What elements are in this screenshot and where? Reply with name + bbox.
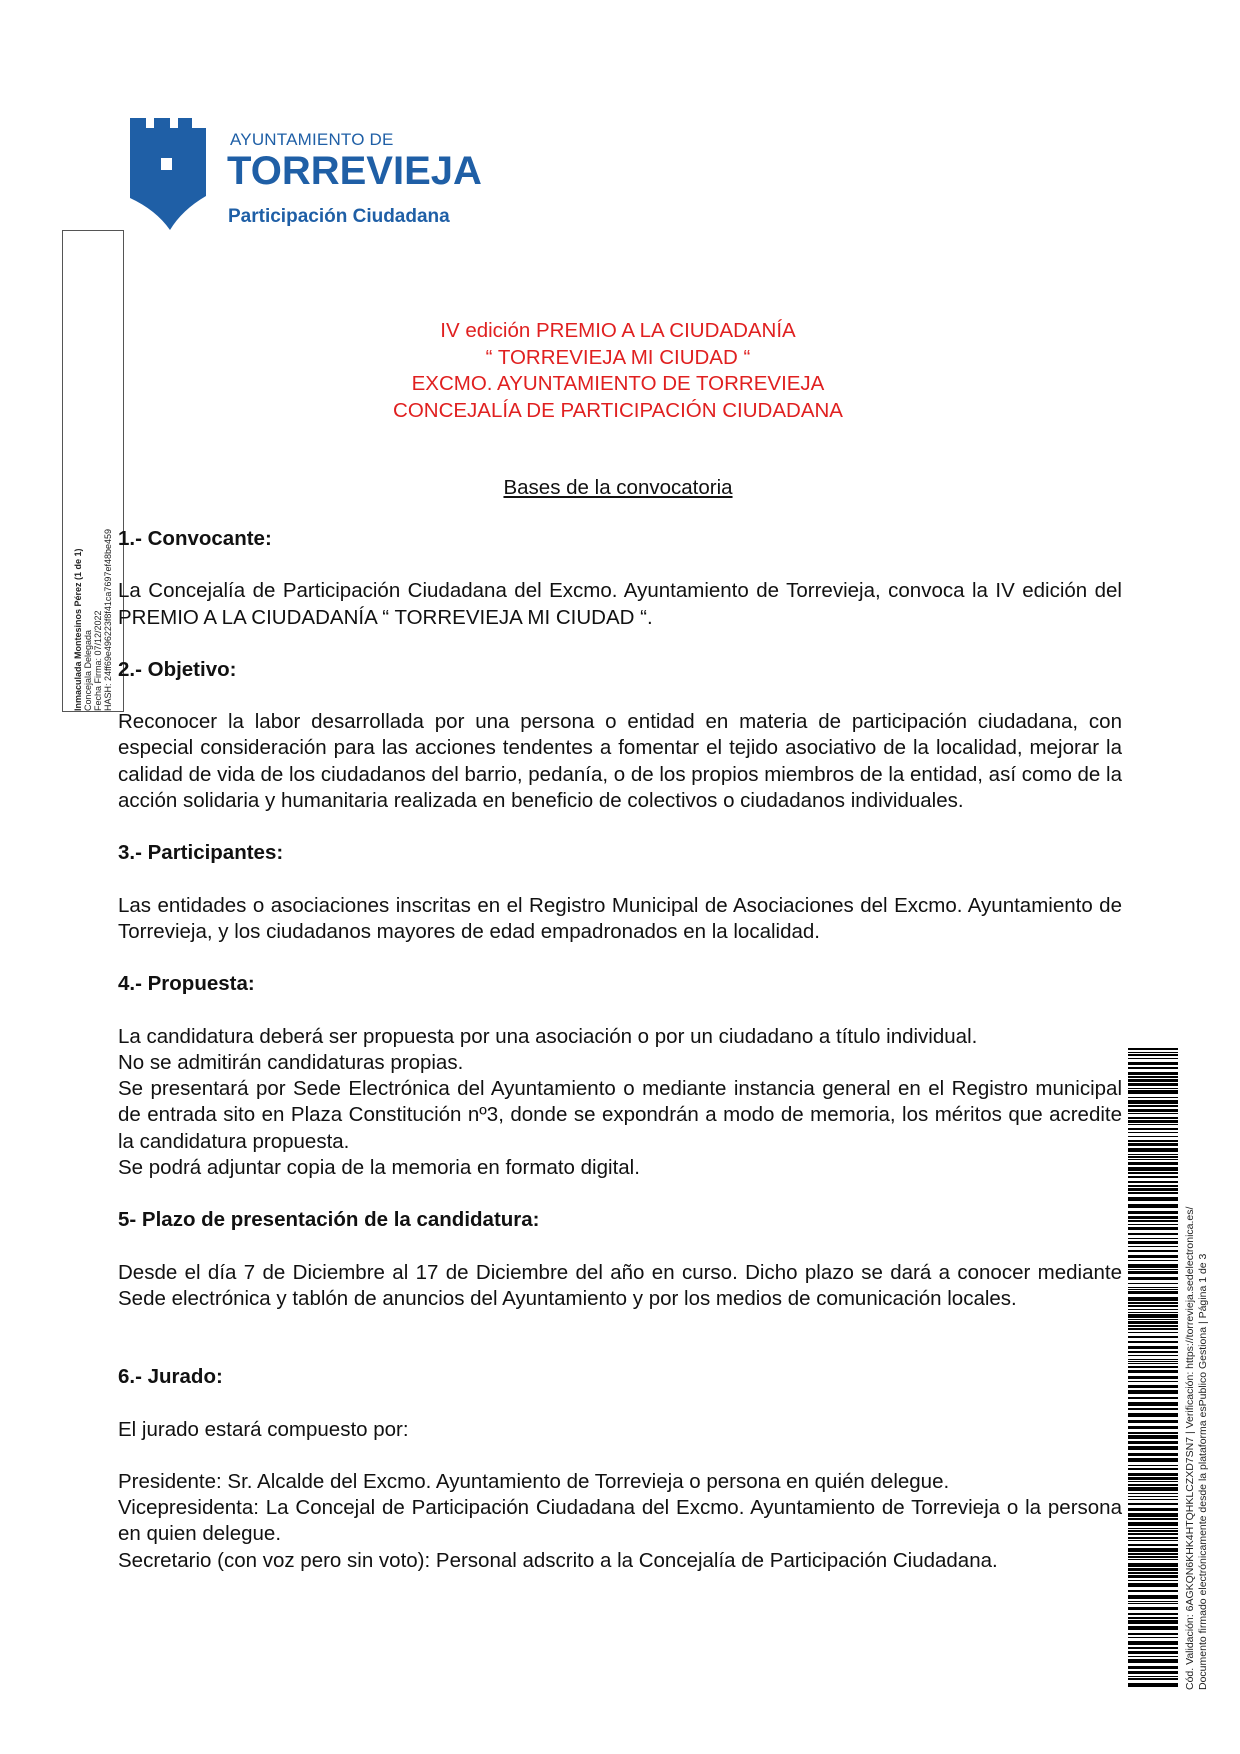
barcode-bar <box>1128 1227 1178 1230</box>
barcode-bar <box>1128 1487 1178 1491</box>
barcode-bar <box>1128 1090 1178 1094</box>
text-line: Vicepresidenta: La Concejal de Participación Ciudadana del Excmo. Ayuntamiento de Torrevieja o la persona en quien delegue. <box>118 1496 1122 1546</box>
barcode-bar <box>1128 1458 1178 1462</box>
barcode-bar <box>1128 1277 1178 1280</box>
barcode-bar <box>1128 1617 1178 1619</box>
castle-tower-icon <box>130 118 206 230</box>
section-heading: 2.- Objetivo: <box>118 657 237 681</box>
barcode-bar <box>1128 1216 1178 1219</box>
section-heading: 3.- Participantes: <box>118 841 284 865</box>
signature-date: Fecha Firma: 07/12/2022 <box>93 610 103 711</box>
barcode-bar <box>1128 1346 1178 1349</box>
barcode-bar <box>1128 1220 1178 1222</box>
document-body <box>118 526 1122 1600</box>
barcode-bar <box>1128 1062 1178 1065</box>
barcode-bar <box>1128 1637 1178 1638</box>
barcode-bar <box>1128 1052 1178 1053</box>
barcode-bar <box>1128 1181 1178 1183</box>
barcode-bar <box>1128 1659 1178 1663</box>
barcode-bar <box>1128 1058 1178 1059</box>
barcode-bar <box>1128 1385 1178 1388</box>
barcode-bar <box>1128 1351 1178 1353</box>
barcode-bar <box>1128 1188 1178 1191</box>
barcode-bar <box>1128 1271 1178 1274</box>
section-heading: 4.- Propuesta: <box>118 972 255 996</box>
barcode-bar <box>1128 1359 1178 1360</box>
barcode-bar <box>1128 1465 1178 1466</box>
barcode-bar <box>1128 1530 1178 1532</box>
barcode-bar <box>1128 1287 1178 1288</box>
barcode-bar <box>1128 1162 1178 1165</box>
barcode-bar <box>1128 1260 1178 1261</box>
barcode-bar <box>1128 1113 1178 1114</box>
barcode-bar <box>1128 1435 1178 1439</box>
barcode-bar <box>1128 1528 1178 1529</box>
barcode-bar <box>1128 1613 1178 1615</box>
barcode-bar <box>1128 1105 1178 1107</box>
barcode-bar <box>1128 1109 1178 1112</box>
barcode-bar <box>1128 1302 1178 1304</box>
barcode-bar <box>1128 1656 1178 1657</box>
section-text: Las entidades o asociaciones inscritas en el Registro Municipal de Asociaciones del Excmo. Ayuntamiento de Torrevieja, y los ciudadanos mayores de edad empadronados en la localidad. <box>118 893 1122 943</box>
barcode-bar <box>1128 1484 1178 1486</box>
barcode-bar <box>1128 1305 1178 1307</box>
barcode-bar <box>1128 1120 1178 1123</box>
barcode-bar <box>1128 1633 1178 1635</box>
barcode-bar <box>1128 1238 1178 1239</box>
barcode-bar <box>1128 1626 1178 1630</box>
section-text: La Concejalía de Participación Ciudadana del Excmo. Ayuntamiento de Torrevieja, convoca la IV edición del PREMIO A LA CIUDADANÍA “ TORREVIEJA MI CIUDAD “. <box>118 579 1122 629</box>
barcode-bar <box>1128 1641 1178 1645</box>
barcode-bar <box>1128 1601 1178 1602</box>
section-text: Desde el día 7 de Diciembre al 17 de Diciembre del año en curso. Dicho plazo se dará a conocer mediante Sede electrónica y tablón de anuncios del Ayuntamiento y por los medios de comunicación locales. <box>118 1260 1122 1310</box>
barcode-bar <box>1128 1572 1178 1574</box>
barcode-bar <box>1128 1361 1178 1362</box>
barcode-bar <box>1128 1590 1178 1592</box>
barcode-bar <box>1128 1559 1178 1560</box>
barcode-bar <box>1128 1390 1178 1394</box>
barcode-bar <box>1128 1503 1178 1505</box>
text-line: Se podrá adjuntar copia de la memoria en formato digital. <box>118 1156 640 1180</box>
barcode-bar <box>1128 1325 1178 1327</box>
barcode-bar <box>1128 1468 1178 1470</box>
barcode-bar <box>1128 1446 1178 1450</box>
title-line3: EXCMO. AYUNTAMIENTO DE TORREVIEJA <box>411 372 825 395</box>
barcode-bar <box>1128 1048 1178 1050</box>
barcode-bar <box>1128 1341 1178 1343</box>
barcode-bar <box>1128 1314 1178 1318</box>
barcode-bar <box>1128 1067 1178 1069</box>
barcode-bar <box>1128 1148 1178 1152</box>
barcode-bar <box>1128 1580 1178 1581</box>
barcode-bar <box>1128 1264 1178 1268</box>
barcode-bar <box>1128 1370 1178 1373</box>
barcode-bar <box>1128 1291 1178 1294</box>
barcode-bar <box>1128 1185 1178 1187</box>
barcode-bar <box>1128 1548 1178 1552</box>
barcode-bar <box>1128 1321 1178 1324</box>
barcode-bar <box>1128 1540 1178 1541</box>
barcode-bar <box>1128 1413 1178 1417</box>
barcode-bar <box>1128 1132 1178 1133</box>
barcode-bar <box>1128 1683 1178 1687</box>
barcode-bar <box>1128 1117 1178 1119</box>
document-subtitle: Bases de la convocatoria <box>503 476 733 499</box>
barcode-bar <box>1128 1651 1178 1654</box>
barcode-bar <box>1128 1671 1178 1674</box>
barcode-bar <box>1128 1319 1178 1320</box>
barcode-bar <box>1128 1402 1178 1406</box>
barcode-bar <box>1128 1088 1178 1089</box>
barcode-bar <box>1128 1054 1178 1056</box>
verification-line1: Cód. Validación: 6AGKQN6KHK4HTQHKLCZXD7SN7 | Verificación: https://torrevieja.sedelectronica.es/ <box>1184 1206 1196 1690</box>
barcode-bar <box>1128 1496 1178 1497</box>
barcode-bar <box>1128 1083 1178 1086</box>
barcode-bar <box>1128 1583 1178 1587</box>
barcode-bar <box>1128 1499 1178 1500</box>
barcode-bar <box>1128 1518 1178 1520</box>
barcode <box>1128 1048 1178 1688</box>
barcode-bar <box>1128 1246 1178 1247</box>
section-text <box>118 1024 1122 1182</box>
barcode-bar <box>1128 1154 1178 1155</box>
barcode-bar <box>1128 1211 1178 1214</box>
barcode-bar <box>1128 1136 1178 1137</box>
barcode-bar <box>1128 1595 1178 1599</box>
barcode-bar <box>1128 1176 1178 1178</box>
barcode-bar <box>1128 1432 1178 1434</box>
section-text: Reconocer la labor desarrollada por una persona o entidad en materia de participación ciudadana, con especial consideración para las acciones tendentes a fomentar el tejido asociativo de la localidad, mejorar la calidad de vida de los ciudadanos del barrio, pedanía, o de los propios miembros de la entidad, así como de la acción solidaria y humanitaria realizada en beneficio de colectivos o ciudadanos individuales. <box>118 710 1122 813</box>
barcode-bar <box>1128 1481 1178 1482</box>
barcode-bar <box>1128 1676 1178 1677</box>
barcode-bar <box>1128 1167 1178 1171</box>
text-line: La candidatura deberá ser propuesta por una asociación o por un ciudadano a título individual. <box>118 1024 978 1048</box>
barcode-bar <box>1128 1553 1178 1555</box>
barcode-bar <box>1128 1575 1178 1578</box>
signature-stamp <box>62 230 124 712</box>
barcode-bar <box>1128 1647 1178 1649</box>
barcode-bar <box>1128 1420 1178 1423</box>
barcode-bar <box>1128 1556 1178 1558</box>
barcode-bar <box>1128 1283 1178 1284</box>
barcode-bar <box>1128 1441 1178 1444</box>
barcode-bar <box>1128 1224 1178 1225</box>
barcode-bar <box>1128 1079 1178 1082</box>
barcode-bar <box>1128 1426 1178 1429</box>
barcode-bar <box>1128 1297 1178 1301</box>
barcode-bar <box>1128 1473 1178 1476</box>
barcode-bar <box>1128 1408 1178 1410</box>
barcode-bar <box>1128 1513 1178 1517</box>
barcode-bar <box>1128 1381 1178 1382</box>
barcode-bar <box>1128 1607 1178 1610</box>
section-text <box>118 1469 1122 1574</box>
barcode-bar <box>1128 1197 1178 1201</box>
barcode-bar <box>1128 1376 1178 1379</box>
barcode-bar <box>1128 1204 1178 1208</box>
barcode-bar <box>1128 1563 1178 1567</box>
barcode-bar <box>1128 1124 1178 1125</box>
barcode-bar <box>1128 1072 1178 1075</box>
logo <box>130 118 482 238</box>
barcode-bar <box>1128 1159 1178 1160</box>
barcode-bar <box>1128 1397 1178 1399</box>
text-line: No se admitirán candidaturas propias. <box>118 1050 464 1074</box>
section-heading: 5- Plazo de presentación de la candidatura: <box>118 1208 540 1232</box>
verification-line2: Documento firmado electrónicamente desde la plataforma esPublico Gestiona | Página 1 de 3 <box>1197 1253 1209 1690</box>
barcode-bar <box>1128 1172 1178 1174</box>
logo-line3: Participación Ciudadana <box>228 206 450 227</box>
section-heading: 1.- Convocante: <box>118 527 272 550</box>
barcode-bar <box>1128 1355 1178 1356</box>
barcode-bar <box>1128 1233 1178 1235</box>
verification-footer <box>1184 1050 1224 1690</box>
signer-role: Concejala Delegada <box>83 629 93 711</box>
barcode-bar <box>1128 1537 1178 1539</box>
barcode-bar <box>1128 1453 1178 1456</box>
text-line: Presidente: Sr. Alcalde del Excmo. Ayuntamiento de Torrevieja o persona en quién delegue. <box>118 1469 950 1493</box>
barcode-bar <box>1128 1666 1178 1669</box>
barcode-bar <box>1128 1241 1178 1244</box>
barcode-bar <box>1128 1678 1178 1680</box>
signer-name: Inmaculada Montesinos Pérez (1 de 1) <box>73 548 83 711</box>
barcode-bar <box>1128 1328 1178 1330</box>
barcode-bar <box>1128 1363 1178 1364</box>
text-line: Se presentará por Sede Electrónica del Ayuntamiento o mediante instancia general en el Registro municipal de entrada sito en Plaza Constitución nº3, donde se expondrán a modo de memoria, los méritos que acredite la candidatura propuesta. <box>118 1077 1122 1153</box>
barcode-bar <box>1128 1289 1178 1290</box>
barcode-bar <box>1128 1533 1178 1535</box>
text-line: Secretario (con voz pero sin voto): Personal adscrito a la Concejalía de Participación Ciudadana. <box>118 1548 998 1572</box>
barcode-bar <box>1128 1477 1178 1480</box>
barcode-bar <box>1128 1522 1178 1526</box>
section-text: El jurado estará compuesto por: <box>118 1417 409 1441</box>
logo-line2: TORREVIEJA <box>227 149 482 193</box>
barcode-bar <box>1128 1140 1178 1142</box>
barcode-bar <box>1128 1336 1178 1338</box>
barcode-bar <box>1128 1269 1178 1270</box>
barcode-bar <box>1128 1143 1178 1146</box>
barcode-bar <box>1128 1620 1178 1624</box>
barcode-bar <box>1128 1568 1178 1571</box>
barcode-bar <box>1128 1544 1178 1546</box>
barcode-bar <box>1128 1100 1178 1104</box>
barcode-bar <box>1128 1309 1178 1310</box>
barcode-bar <box>1128 1250 1178 1252</box>
barcode-bar <box>1128 1076 1178 1078</box>
barcode-bar <box>1128 1156 1178 1158</box>
document-title <box>118 318 1118 424</box>
barcode-bar <box>1128 1128 1178 1130</box>
barcode-bar <box>1128 1312 1178 1313</box>
barcode-bar <box>1128 1097 1178 1098</box>
logo-line1: AYUNTAMIENTO DE <box>230 130 394 149</box>
barcode-bar <box>1128 1332 1178 1333</box>
barcode-bar <box>1128 1603 1178 1604</box>
barcode-bar <box>1128 1255 1178 1258</box>
barcode-bar <box>1128 1192 1178 1194</box>
signature-hash: HASH: 24ff69e496223f8f41ca7697ef48be459 <box>103 529 113 711</box>
title-line2: “ TORREVIEJA MI CIUDAD “ <box>485 345 751 369</box>
barcode-bar <box>1128 1493 1178 1494</box>
title-line4: CONCEJALÍA DE PARTICIPACIÓN CIUDADANA <box>393 398 843 422</box>
barcode-bar <box>1128 1508 1178 1511</box>
barcode-bar <box>1128 1366 1178 1368</box>
title-line1: IV edición PREMIO A LA CIUDADANÍA <box>440 319 796 342</box>
section-heading: 6.- Jurado: <box>118 1365 223 1389</box>
